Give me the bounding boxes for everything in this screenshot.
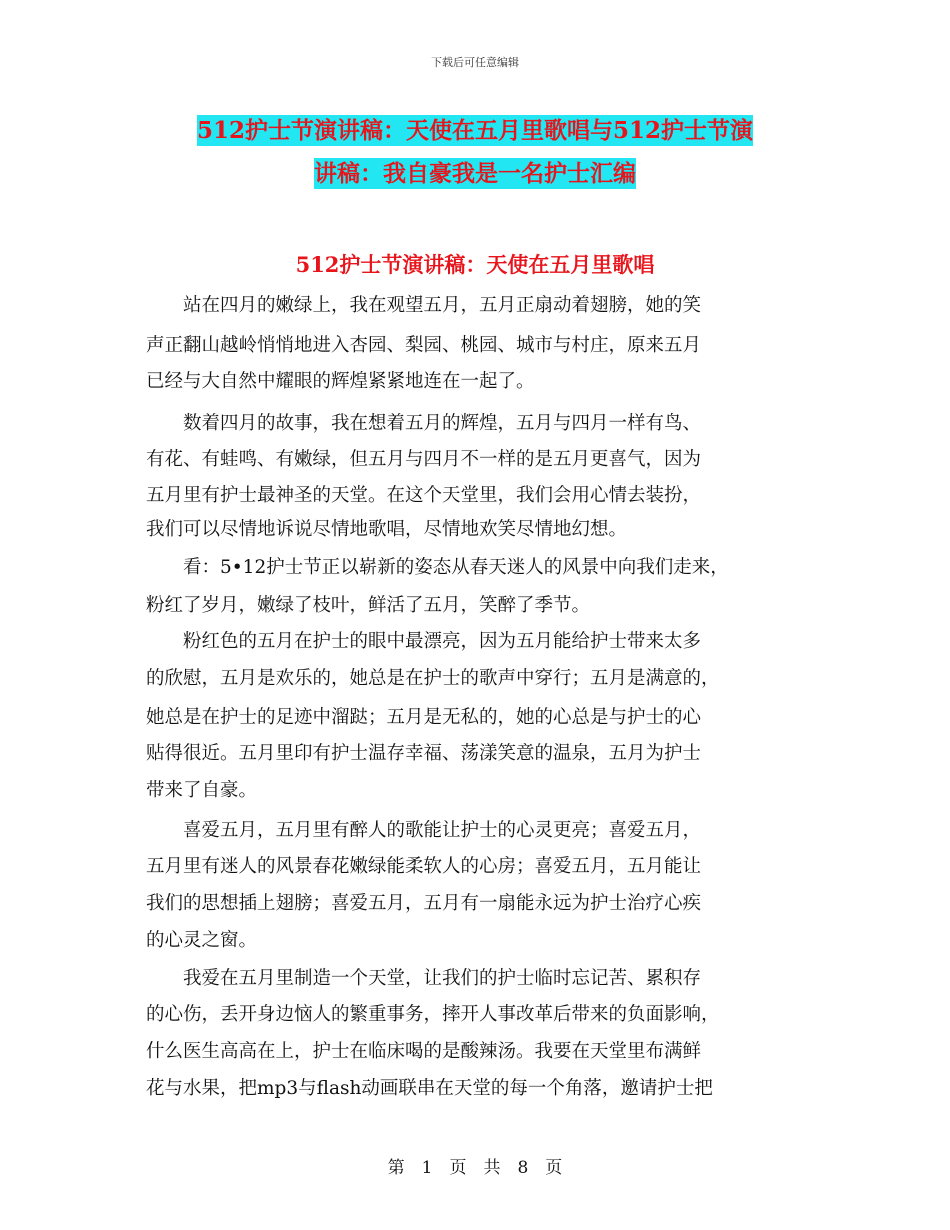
document-title-line-2: 讲稿：我自豪我是一名护士汇编 bbox=[314, 160, 636, 187]
section-title: 512护士节演讲稿：天使在五月里歌唱 bbox=[295, 252, 655, 277]
body-line: 的欣慰，五月是欢乐的，她总是在护士的歌声中穿行；五月是满意的， bbox=[146, 668, 720, 689]
body-line: 的心伤，丢开身边恼人的繁重事务，摔开人事改革后带来的负面影响， bbox=[146, 1004, 720, 1025]
body-line: 看：5•12护士节正以崭新的姿态从春天迷人的风景中向我们走来， bbox=[146, 557, 729, 578]
body-line: 声正翻山越岭悄悄地进入杏园、梨园、桃园、城市与村庄，原来五月 bbox=[146, 335, 702, 356]
body-line: 我们可以尽情地诉说尽情地歌唱，尽情地欢笑尽情地幻想。 bbox=[146, 519, 628, 540]
body-line: 喜爱五月，五月里有醉人的歌能让护士的心灵更亮；喜爱五月， bbox=[146, 820, 702, 841]
body-line: 已经与大自然中耀眼的辉煌紧紧地连在一起了。 bbox=[146, 371, 535, 392]
body-line: 我爱在五月里制造一个天堂，让我们的护士临时忘记苦、累积存 bbox=[146, 968, 702, 989]
body-line: 五月里有迷人的风景春花嫩绿能柔软人的心房；喜爱五月，五月能让 bbox=[146, 856, 702, 877]
page-header-note: 下载后可任意编辑 bbox=[431, 56, 519, 69]
body-line: 数着四月的故事，我在想着五月的辉煌，五月与四月一样有鸟、 bbox=[146, 413, 702, 434]
body-line: 贴得很近。五月里印有护士温存幸福、荡漾笑意的温泉，五月为护士 bbox=[146, 743, 702, 764]
body-line: 我们的思想插上翅膀；喜爱五月，五月有一扇能永远为护士治疗心疾 bbox=[146, 893, 702, 914]
body-line: 什么医生高高在上，护士在临床喝的是酸辣汤。我要在天堂里布满鲜 bbox=[146, 1041, 702, 1062]
page-footer: 第 1 页 共 8 页 bbox=[387, 1158, 563, 1178]
body-line: 的心灵之窗。 bbox=[146, 930, 258, 951]
body-line: 五月里有护士最神圣的天堂。在这个天堂里，我们会用心情去装扮， bbox=[146, 485, 702, 506]
body-line: 她总是在护士的足迹中溜跶；五月是无私的，她的心总是与护士的心 bbox=[146, 707, 702, 728]
body-line: 带来了自豪。 bbox=[146, 780, 258, 801]
document-title-line-1: 512护士节演讲稿：天使在五月里歌唱与512护士节演 bbox=[196, 117, 754, 144]
body-line: 粉红了岁月，嫩绿了枝叶，鲜活了五月，笑醉了季节。 bbox=[146, 595, 591, 616]
body-line: 粉红色的五月在护士的眼中最漂亮，因为五月能给护士带来太多 bbox=[146, 631, 702, 652]
body-line: 有花、有蛙鸣、有嫩绿，但五月与四月不一样的是五月更喜气，因为 bbox=[146, 449, 702, 470]
body-line: 花与水果，把mp3与flash动画联串在天堂的每一个角落，邀请护士把 bbox=[146, 1078, 713, 1099]
body-line: 站在四月的嫩绿上，我在观望五月，五月正扇动着翅膀，她的笑 bbox=[146, 295, 702, 316]
